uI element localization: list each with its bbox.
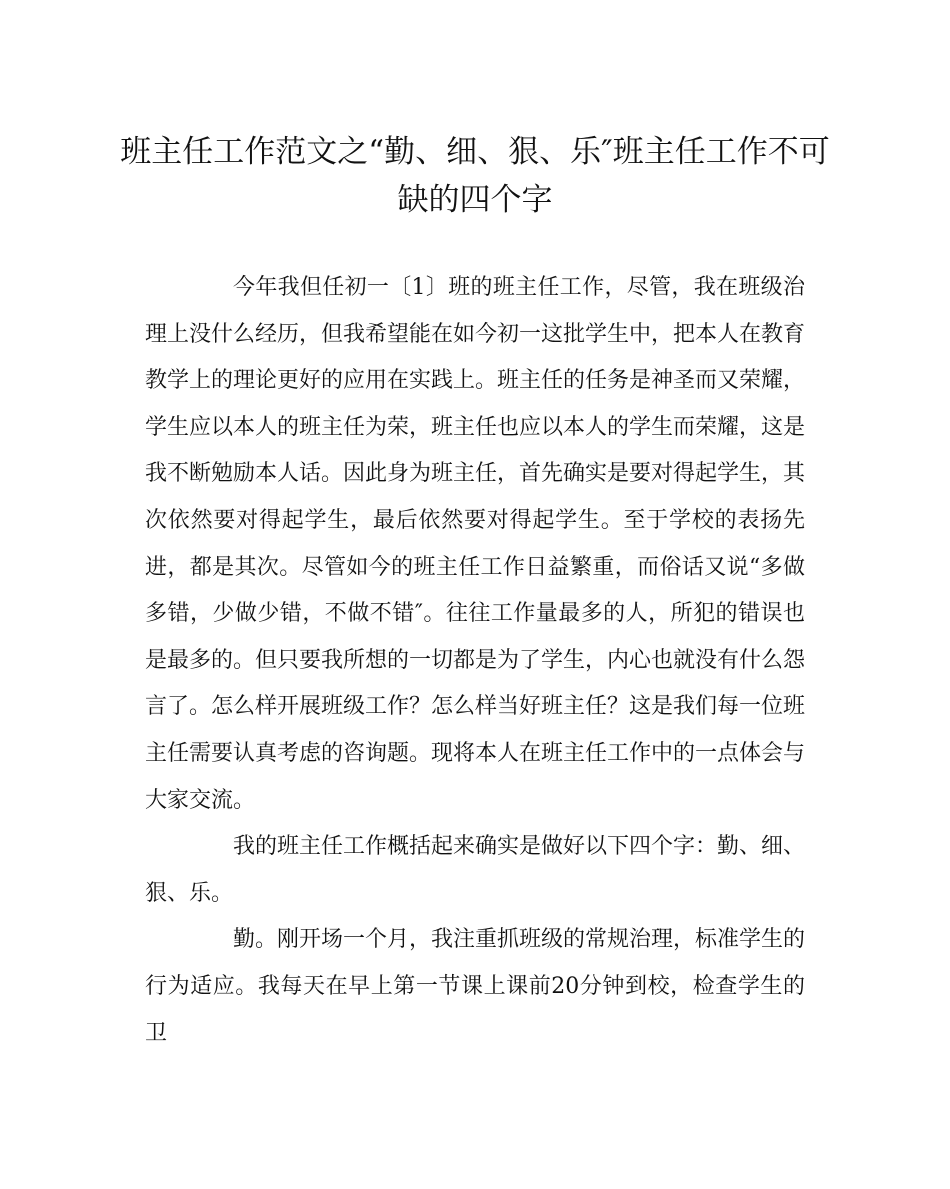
document-title: 班主任工作范文之“勤、细、狠、乐″班主任工作不可缺的四个字 <box>120 134 830 218</box>
document-body <box>145 265 805 1057</box>
paragraph-intro: 今年我但任初一〔1〕班的班主任工作，尽管，我在班级治理上没什么经历，但我希望能在如今初一这批学生中，把本人在教育教学上的理论更好的应用在实践上。班主任的任务是神圣而又荣耀，学生应以本人的班主任为荣，班主任也应以本人的学生而荣耀，这是我不断勉励本人话。因此身为班主任，首先确实是要对得起学生，其次依然要对得起学生，最后依然要对得起学生。至于学校的表扬先进，都是其次。尽管如今的班主任工作日益繁重，而俗话又说“多做多错，少做少错，不做不错″。往往工作量最多的人，所犯的错误也是最多的。但只要我所想的一切都是为了学生，内心也就没有什么怨言了。怎么样开展班级工作？怎么样当好班主任？这是我们每一位班主任需要认真考虑的咨询题。现将本人在班主任工作中的一点体会与大家交流。 <box>145 275 806 813</box>
paragraph-diligence: 勤。刚开场一个月，我注重抓班级的常规治理，标准学生的行为适应。我每天在早上第一节课上课前20分钟到校，检查学生的卫 <box>145 927 806 1046</box>
paragraph-summary: 我的班主任工作概括起来确实是做好以下四个字：勤、细、狠、乐。 <box>145 834 806 906</box>
